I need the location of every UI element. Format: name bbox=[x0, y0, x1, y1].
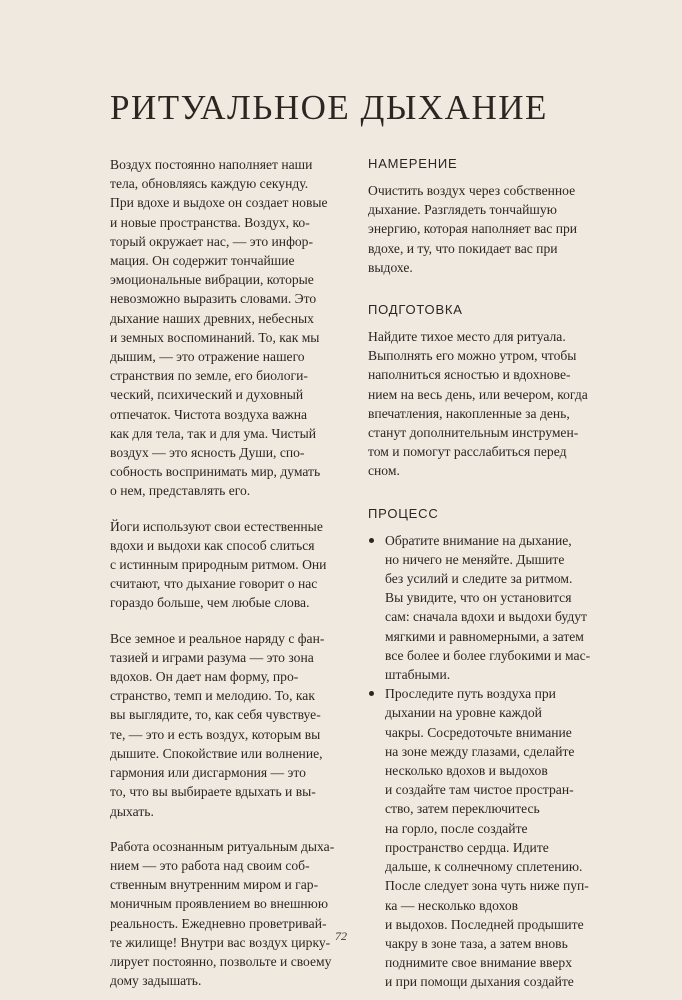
text-line: те жилище! Внутри вас воздух цирку- bbox=[110, 934, 331, 950]
text-line: штабными. bbox=[385, 667, 451, 683]
text-line: все более и более глубокими и мас- bbox=[385, 647, 591, 663]
yogi-paragraph bbox=[110, 517, 355, 613]
text-line: Работа осознанным ритуальным дыха- bbox=[110, 838, 335, 854]
ritual-work-paragraph bbox=[110, 837, 355, 991]
text-line: дыхать. bbox=[110, 803, 154, 819]
text-line: мягкими и равномерными, а затем bbox=[385, 628, 584, 644]
page-title: РИТУАЛЬНОЕ ДЫХАНИЕ bbox=[110, 88, 548, 127]
text-line: дыхание. Разглядеть тончайшую bbox=[368, 202, 557, 218]
text-line: мация. Он содержит тончайшие bbox=[110, 253, 295, 269]
text-line: и выдохов. Последней продышите bbox=[385, 916, 584, 932]
paragraph-spacer bbox=[110, 613, 355, 629]
text-line: дышите. Спокойствие или волнение, bbox=[110, 745, 323, 761]
text-line: Очистить воздух через собственное bbox=[368, 183, 576, 198]
text-line: дальше, к солнечному сплетению. bbox=[385, 859, 583, 875]
text-line: ство, затем переключитесь bbox=[385, 801, 540, 817]
text-line: нием — это работа над своим соб- bbox=[110, 857, 310, 873]
heading-spacer bbox=[368, 319, 608, 327]
text-line: считают, что дыхание говорит о нас bbox=[110, 576, 318, 592]
paragraph-spacer bbox=[110, 501, 355, 517]
intro-paragraph bbox=[110, 155, 355, 501]
text-line: выдохе. bbox=[368, 259, 413, 275]
text-line: и при помощи дыхания создайте bbox=[385, 974, 574, 990]
preparation-paragraph bbox=[368, 327, 608, 481]
text-line: торый окружает нас, — это инфор- bbox=[110, 233, 313, 249]
text-line: дыхании на уровне каждой bbox=[385, 705, 542, 721]
text-line: тела, обновляясь каждую секунду. bbox=[110, 176, 309, 192]
bullet-icon bbox=[369, 691, 374, 696]
text-line: гармония или дисгармония — это bbox=[110, 765, 306, 781]
text-line: странство, темп и мелодию. То, как bbox=[110, 688, 315, 704]
text-line: При вдохе и выдохе он создает новые bbox=[110, 195, 328, 211]
text-line: воздух — это ясность Души, спо- bbox=[110, 445, 305, 461]
text-line: чакры. Сосредоточьте внимание bbox=[385, 724, 572, 740]
text-line: Все земное и реальное наряду с фан- bbox=[110, 630, 325, 646]
text-line: на горло, после создайте bbox=[385, 820, 528, 836]
text-line: и новые пространства. Воздух, ко- bbox=[110, 214, 310, 230]
text-line: моничным проявлением во внешнюю bbox=[110, 896, 328, 912]
text-line: те, — это и есть воздух, которым вы bbox=[110, 726, 321, 742]
heading-spacer bbox=[368, 173, 608, 181]
text-line: ственным внутренним миром и гар- bbox=[110, 877, 319, 893]
process-steps-list bbox=[368, 531, 608, 992]
text-line: гораздо больше, чем любые слова. bbox=[110, 595, 310, 611]
text-line: отпечаток. Чистота воздуха важна bbox=[110, 406, 308, 422]
text-line: сам: сначала вдохи и выдохи будут bbox=[385, 609, 588, 625]
text-line: тазией и играми разума — это зона bbox=[110, 649, 314, 665]
text-line: несколько вдохов и выдохов bbox=[385, 763, 548, 779]
process-step bbox=[368, 531, 608, 685]
text-line: Найдите тихое место для ритуала. bbox=[368, 329, 566, 345]
text-line: После следует зона чуть ниже пуп- bbox=[385, 878, 589, 894]
section-spacer bbox=[368, 277, 608, 301]
paragraph-spacer bbox=[110, 821, 355, 837]
preparation-heading: ПОДГОТОВКА bbox=[368, 302, 463, 318]
text-line: на зоне между глазами, сделайте bbox=[385, 743, 575, 759]
text-line: дому задышать. bbox=[110, 973, 202, 989]
text-line: том и помогут расслабиться перед bbox=[368, 444, 567, 460]
process-step bbox=[368, 684, 608, 991]
text-line: реальность. Ежедневно проветривай- bbox=[110, 915, 327, 931]
text-line: сном. bbox=[368, 463, 400, 479]
text-line: без усилий и следите за ритмом. bbox=[385, 571, 573, 587]
text-line: вдохов. Он дает нам форму, про- bbox=[110, 669, 299, 685]
text-line: то, что вы выбираете вдыхать и вы- bbox=[110, 784, 316, 800]
text-line: Обратите внимание на дыхание, bbox=[385, 532, 572, 548]
process-heading: ПРОЦЕСС bbox=[368, 505, 439, 521]
text-line: энергию, которая наполняет вас при bbox=[368, 221, 578, 237]
bullet-icon bbox=[369, 538, 374, 543]
text-line: ческий, психический и духовный bbox=[110, 387, 304, 403]
text-line: нием на весь день, или вечером, когда bbox=[368, 386, 588, 402]
text-line: пространство сердца. Идите bbox=[385, 839, 549, 855]
text-line: и создайте там чистое простран- bbox=[385, 782, 574, 798]
text-line: вы выглядите, то, как себя чувствуе- bbox=[110, 707, 321, 723]
text-line: ка — несколько вдохов bbox=[385, 897, 519, 913]
text-line: чакру в зоне таза, а затем вновь bbox=[385, 935, 568, 951]
text-line: невозможно выразить словами. Это bbox=[110, 291, 317, 307]
text-line: но ничего не меняйте. Дышите bbox=[385, 551, 565, 567]
text-line: и земных воспоминаний. То, как мы bbox=[110, 329, 320, 345]
text-line: вдохе, и ту, что покидает вас при bbox=[368, 240, 558, 256]
intention-paragraph bbox=[368, 181, 608, 277]
text-line: как для тела, так и для ума. Чистый bbox=[110, 425, 316, 441]
text-line: Йоги используют свои естественные bbox=[110, 518, 323, 534]
section-spacer bbox=[368, 481, 608, 505]
text-line: о нем, представлять его. bbox=[110, 483, 251, 499]
text-line: собность воспринимать мир, думать bbox=[110, 464, 321, 480]
text-line: станут дополнительным инструмен- bbox=[368, 425, 579, 441]
text-line: странствия по земле, его биологи- bbox=[110, 368, 308, 384]
text-line: эмоциональные вибрации, которые bbox=[110, 272, 314, 288]
text-line: Вы увидите, что он установится bbox=[385, 590, 572, 606]
left-column bbox=[110, 155, 355, 990]
heading-spacer bbox=[368, 523, 608, 531]
text-line: наполниться ясностью и вдохнове- bbox=[368, 367, 571, 383]
text-line: впечатления, накопленные за день, bbox=[368, 405, 570, 421]
right-column bbox=[368, 155, 608, 992]
text-line: вдохи и выдохи как способ слиться bbox=[110, 537, 315, 553]
page-number: 72 bbox=[335, 929, 347, 943]
earthly-paragraph bbox=[110, 629, 355, 821]
text-line: дышим, — это отражение нашего bbox=[110, 349, 305, 365]
text-line: лирует постоянно, позвольте и своему bbox=[110, 953, 332, 969]
text-line: дыхание наших древних, небесных bbox=[110, 310, 314, 326]
text-line: с истинным природным ритмом. Они bbox=[110, 557, 327, 573]
text-line: Воздух постоянно наполняет наши bbox=[110, 157, 313, 172]
text-line: Проследите путь воздуха при bbox=[385, 686, 556, 702]
text-line: Выполнять его можно утром, чтобы bbox=[368, 348, 577, 364]
intention-heading: НАМЕРЕНИЕ bbox=[368, 156, 458, 171]
text-line: поднимите свое внимание вверх bbox=[385, 955, 573, 971]
